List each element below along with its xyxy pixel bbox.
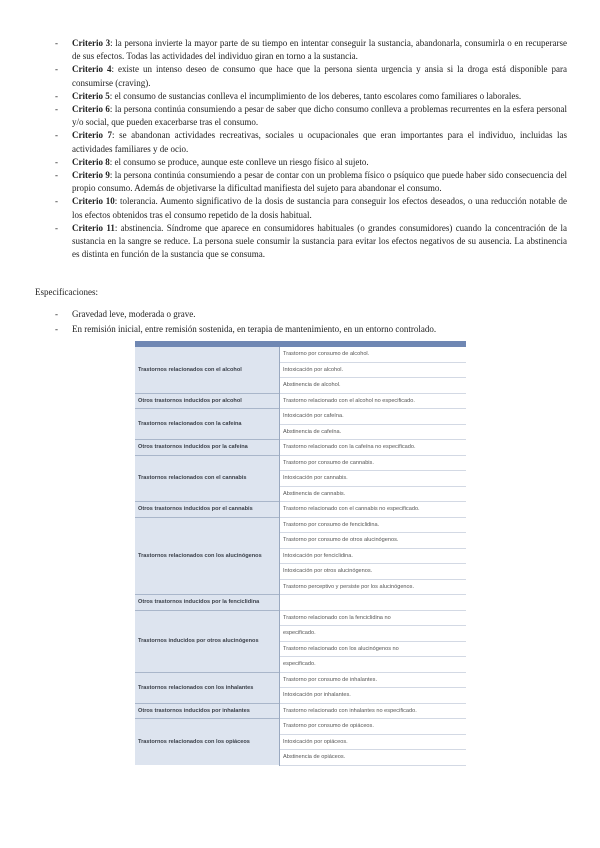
criterion-label: Criterio 6 bbox=[72, 104, 110, 115]
disorder-cell: Intoxicación por cannabis. bbox=[280, 471, 467, 487]
criterion-label: Criterio 3 bbox=[72, 38, 111, 48]
criterion-label: Criterio 5 bbox=[72, 90, 110, 101]
criterion-item: - Criterio 5: el consumo de sustancias conlleva el incumplimiento de los deberes, tanto escolares como familiares o laborales. bbox=[55, 90, 522, 101]
criterion-item: - Criterio 3: la persona invierte la mayor parte de su tiempo en intentar conseguir la sustancia, abandonarla, consumirla o en recuperarse de sus efectos. Todas las actividades del individuo giran en torno a la sustancia. bbox=[55, 38, 568, 62]
table-row bbox=[135, 703, 466, 719]
category-cell: Otros trastornos inducidos por alcohol bbox=[135, 393, 280, 409]
criterion-label: Criterio 10 bbox=[72, 196, 115, 207]
disorder-cell: Trastorno relacionado con el alcohol no especificado. bbox=[280, 393, 467, 409]
table-row bbox=[135, 610, 466, 626]
table-row bbox=[135, 517, 466, 533]
criterion-item: - Criterio 7: se abandonan actividades recreativas, sociales u ocupacionales que eran importantes para el individuo, incluidas las actividades familiares y de ocio. bbox=[55, 130, 567, 154]
criterion-text: : la persona continúa consumiendo a pesar de contar con un problema físico o psíquico que puede haber sido consecuencia del propio consumo. Además de objetivarse la dificultad manifiesta del sujeto para abandonar el consumo. bbox=[72, 170, 567, 194]
disorder-cell: Intoxicación por otros alucinógenos. bbox=[280, 564, 467, 580]
disorder-cell: Trastorno por consumo de fenciclidina. bbox=[280, 517, 467, 533]
table-row bbox=[135, 440, 466, 456]
criterion-text: : se abandonan actividades recreativas, sociales u ocupacionales que eran importantes para el individuo, incluidas las actividades familiares y de ocio. bbox=[72, 130, 567, 154]
category-cell: Otros trastornos inducidos por el cannabis bbox=[135, 502, 280, 518]
category-cell: Trastornos relacionados con la cafeína bbox=[135, 409, 280, 440]
category-cell: Trastornos inducidos por otros alucinógenos bbox=[135, 610, 280, 672]
disorder-cell: Trastorno relacionado con la fenciclidina no bbox=[280, 610, 467, 626]
criterion-item: - Criterio 10: tolerancia. Aumento significativo de la dosis de sustancia para conseguir los efectos deseados, o una reducción notable de los efectos obtenidos tras el consumo repetido de la dosis habitual. bbox=[55, 196, 568, 220]
disorders-table bbox=[135, 347, 466, 766]
table-row bbox=[135, 409, 466, 425]
category-cell: Otros trastornos inducidos por inhalantes bbox=[135, 703, 280, 719]
category-cell: Trastornos relacionados con los opiáceos bbox=[135, 719, 280, 766]
disorder-cell: Intoxicación por cafeína. bbox=[280, 409, 467, 425]
category-cell: Otros trastornos inducidos por la fenciclidina bbox=[135, 595, 280, 611]
disorder-cell: especificado. bbox=[280, 626, 467, 642]
disorder-cell bbox=[280, 595, 467, 611]
specifications-title: Especificaciones: bbox=[35, 287, 98, 297]
disorder-cell: Intoxicación por opiáceos. bbox=[280, 734, 467, 750]
table-row bbox=[135, 455, 466, 471]
criterion-label: Criterio 4 bbox=[72, 64, 112, 75]
criterion-text: : tolerancia. Aumento significativo de la dosis de sustancia para conseguir los efectos deseados, o una reducción notable de los efectos obtenidos tras el consumo repetido de la dosis habitual. bbox=[72, 196, 568, 220]
criterion-text: : abstinencia. Síndrome que aparece en consumidores habituales (o grandes consumidores) cuando la concentración de la sustancia en la sangre se reduce. La persona suele consumir la sustancia para evitar los efectos negativos de su ausencia. La abstinencia es distinta en función de la sustancia que se consuma. bbox=[72, 222, 567, 260]
specification-text: Gravedad leve, moderada o grave. bbox=[72, 309, 196, 319]
specification-item: - En remisión inicial, entre remisión sostenida, en terapia de mantenimiento, en un entorno controlado. bbox=[55, 323, 437, 334]
table-row bbox=[135, 502, 466, 518]
disorder-cell: Trastorno relacionado con los alucinógenos no bbox=[280, 641, 467, 657]
category-cell: Trastornos relacionados con los inhalantes bbox=[135, 672, 280, 703]
disorder-cell: Trastorno relacionado con el cannabis no especificado. bbox=[280, 502, 467, 518]
criterion-label: Criterio 9 bbox=[72, 170, 110, 181]
category-cell: Trastornos relacionados con el cannabis bbox=[135, 455, 280, 502]
criterion-item: - Criterio 4: existe un intenso deseo de consumo que hace que la persona sienta urgencia y ansia si la droga está disponible para consumirse (craving). bbox=[55, 64, 568, 88]
category-cell: Trastornos relacionados con el alcohol bbox=[135, 347, 280, 393]
table-row bbox=[135, 672, 466, 688]
disorder-cell: Trastorno por consumo de cannabis. bbox=[280, 455, 467, 471]
specifications-list bbox=[55, 307, 555, 336]
disorder-cell: Trastorno por consumo de opiáceos. bbox=[280, 719, 467, 735]
criterion-label: Criterio 8 bbox=[72, 156, 110, 167]
table-row bbox=[135, 595, 466, 611]
criterion-text: : la persona invierte la mayor parte de su tiempo en intentar conseguir la sustancia, abandonarla, consumirla o en recuperarse de sus efectos. Todas las actividades del individuo giran en torno a la sustancia. bbox=[72, 38, 568, 62]
criterion-text: : la persona continúa consumiendo a pesar de saber que dicho consumo conlleva a problemas recurrentes en la esfera personal y/o social, que pueden exacerbarse tras el consumo. bbox=[72, 104, 567, 128]
table-row bbox=[135, 393, 466, 409]
disorder-cell: Intoxicación por alcohol. bbox=[280, 362, 467, 378]
disorder-cell: Intoxicación por inhalantes. bbox=[280, 688, 467, 704]
disorder-cell: Trastorno relacionado con inhalantes no especificado. bbox=[280, 703, 467, 719]
disorder-cell: Trastorno por consumo de alcohol. bbox=[280, 347, 467, 362]
criterion-item: - Criterio 9: la persona continúa consumiendo a pesar de contar con un problema físico o psíquico que puede haber sido consecuencia del propio consumo. Además de objetivarse la dificultad manifiesta del sujeto para abandonar el consumo. bbox=[55, 170, 567, 194]
disorder-cell: Trastorno perceptivo y persiste por los alucinógenos. bbox=[280, 579, 467, 595]
disorder-cell: Abstinencia de opiáceos. bbox=[280, 750, 467, 766]
category-cell: Otros trastornos inducidos por la cafeína bbox=[135, 440, 280, 456]
disorder-cell: Abstinencia de cannabis. bbox=[280, 486, 467, 502]
disorder-cell: Intoxicación por fenciclidina. bbox=[280, 548, 467, 564]
table-row bbox=[135, 719, 466, 735]
criterion-text: : el consumo se produce, aunque este conlleve un riesgo físico al sujeto. bbox=[109, 156, 369, 167]
category-cell: Trastornos relacionados con los alucinógenos bbox=[135, 517, 280, 595]
criteria-list bbox=[55, 37, 567, 261]
table-row bbox=[135, 347, 466, 362]
disorder-cell: Trastorno por consumo de otros alucinógenos. bbox=[280, 533, 467, 549]
disorder-cell: Abstinencia de cafeína. bbox=[280, 424, 467, 440]
disorder-cell: Trastorno por consumo de inhalantes. bbox=[280, 672, 467, 688]
criterion-item: - Criterio 6: la persona continúa consumiendo a pesar de saber que dicho consumo conlleva a problemas recurrentes en la esfera personal y/o social, que pueden exacerbarse tras el consumo. bbox=[55, 104, 567, 128]
criterion-item: - Criterio 11: abstinencia. Síndrome que aparece en consumidores habituales (o grandes consumidores) cuando la concentración de la sustancia en la sangre se reduce. La persona suele consumir la sustancia para evitar los efectos negativos de su ausencia. La abstinencia es distinta en función de la sustancia que se consuma. bbox=[55, 222, 567, 260]
criterion-label: Criterio 7 bbox=[72, 130, 113, 141]
disorder-cell: Trastorno relacionado con la cafeína no especificado. bbox=[280, 440, 467, 456]
criterion-label: Criterio 11 bbox=[72, 222, 115, 233]
specification-item: - Gravedad leve, moderada o grave. bbox=[55, 309, 196, 319]
disorder-cell: Abstinencia de alcohol. bbox=[280, 378, 467, 394]
criterion-item: - Criterio 8: el consumo se produce, aunque este conlleve un riesgo físico al sujeto. bbox=[55, 156, 369, 167]
criterion-text: : el consumo de sustancias conlleva el incumplimiento de los deberes, tanto escolares como familiares o laborales. bbox=[109, 90, 522, 101]
criterion-text: : existe un intenso deseo de consumo que hace que la persona sienta urgencia y ansia si la droga está disponible para consumirse (craving). bbox=[72, 64, 568, 88]
disorder-cell: especificado. bbox=[280, 657, 467, 673]
specification-text: En remisión inicial, entre remisión sostenida, en terapia de mantenimiento, en un entorno controlado. bbox=[72, 323, 437, 334]
